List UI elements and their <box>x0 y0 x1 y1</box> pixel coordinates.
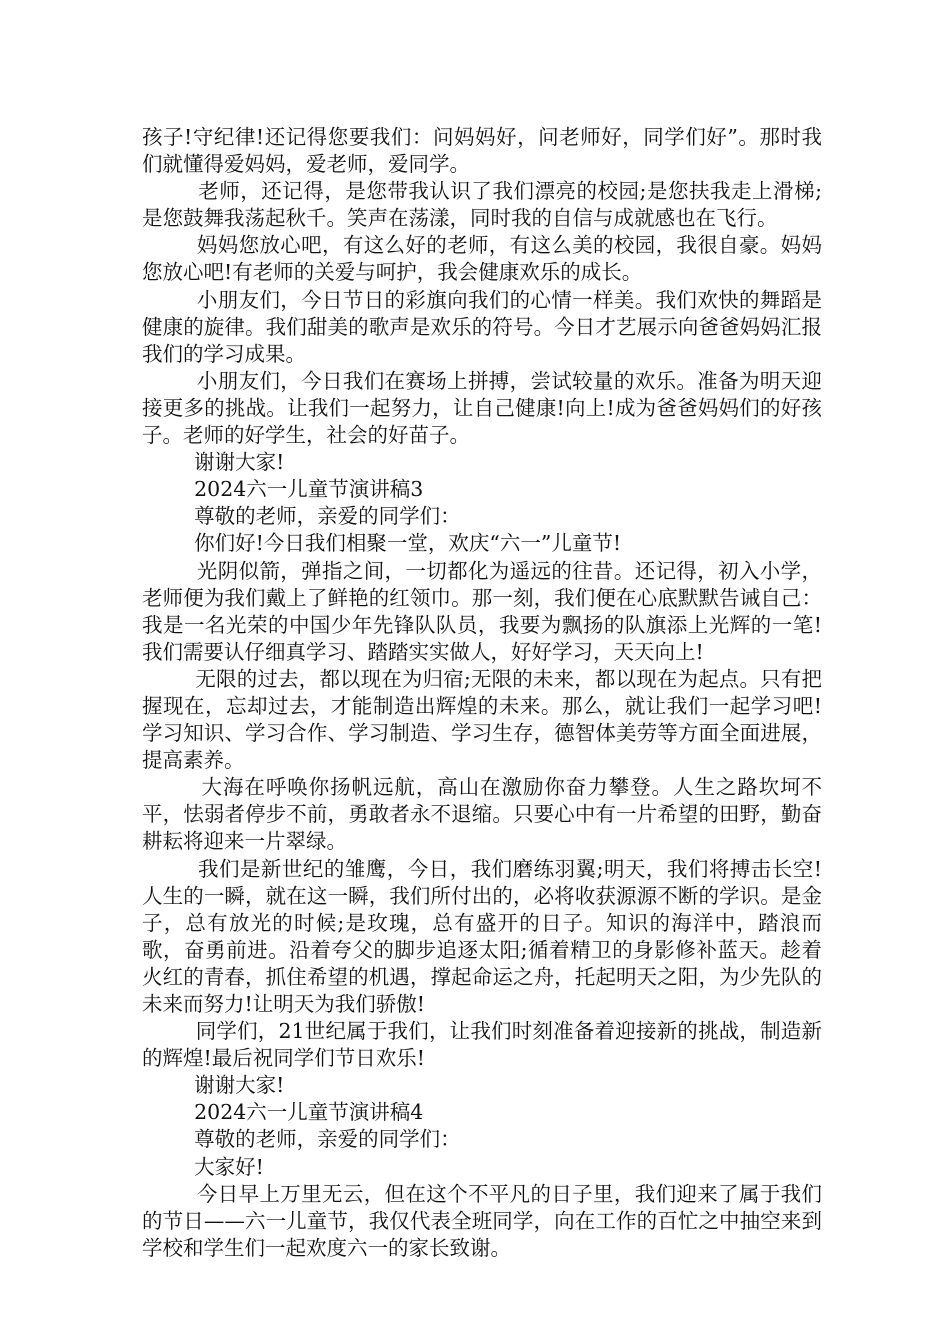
paragraph: 妈妈您放心吧，有这么好的老师，有这么美的校园，我很自豪。妈妈您放心吧!有老师的关爱与呵护，我会健康欢乐的成长。 <box>142 233 822 285</box>
paragraph: 大海在呼唤你扬帆远航，高山在激励你奋力攀登。人生之路坎坷不平，怯弱者停步不前，勇敢者永不退缩。只要心中有一片希望的田野，勤奋耕耘将迎来一片翠绿。 <box>142 775 822 854</box>
paragraph: 小朋友们，今日我们在赛场上拼搏，尝试较量的欢乐。准备为明天迎接更多的挑战。让我们一起努力，让自己健康!向上!成为爸爸妈妈们的好孩子。老师的好学生，社会的好苗子。 <box>142 368 822 448</box>
salutation: 尊敬的老师，亲爱的同学们： <box>142 504 461 529</box>
paragraph: 我们是新世纪的雏鹰，今日，我们磨练羽翼;明天，我们将搏击长空!人生的一瞬，就在这一瞬，我们所付出的，必将收获源源不断的学识。是金子，总有放光的时候;是玫瑰，总有盛开的日子。知识的海洋中，踏浪而歌，奋勇前进。沿着夸父的脚步追逐太阳;循着精卫的身影修补蓝天。趁着火红的青春，抓住希望的机遇，撑起命运之舟，托起明天之阳，为少先队的未来而努力!让明天为我们骄傲! <box>142 856 822 1016</box>
paragraph: 无限的过去，都以现在为归宿;无限的未来，都以现在为起点。只有把握现在，忘却过去，才能制造出辉煌的未来。那么，就让我们一起学习吧!学习知识、学习合作、学习制造、学习生存，德智体美劳等方面全面进展，提高素养。 <box>142 666 822 773</box>
salutation: 尊敬的老师，亲爱的同学们： <box>142 1127 461 1152</box>
paragraph: 老师，还记得，是您带我认识了我们漂亮的校园;是您扶我走上滑梯;是您鼓舞我荡起秋千。笑声在荡漾，同时我的自信与成就感也在飞行。 <box>142 179 822 231</box>
paragraph: 小朋友们，今日节日的彩旗向我们的心情一样美。我们欢快的舞蹈是健康的旋律。我们甜美的歌声是欢乐的符号。今日才艺展示向爸爸妈妈汇报我们的学习成果。 <box>142 287 822 366</box>
greeting: 你们好!今日我们相聚一堂，欢庆“六一”儿童节! <box>142 531 622 556</box>
closing-line: 谢谢大家! <box>142 1073 285 1098</box>
section-heading: 2024六一儿童节演讲稿3 <box>142 477 424 502</box>
paragraph: 光阴似箭，弹指之间，一切都化为遥远的往昔。还记得，初入小学，老师便为我们戴上了鲜艳的红领巾。那一刻，我们便在心底默默告诫自己：我是一名光荣的中国少年先锋队队员，我要为飘扬的队旗添上光辉的一笔!我们需要认仔细真学习、踏踏实实做人，好好学习，天天向上! <box>142 558 822 664</box>
paragraph: 孩子!守纪律!还记得您要我们：问妈妈好，问老师好，同学们好”。那时我们就懂得爱妈妈，爱老师，爱同学。 <box>142 125 822 177</box>
closing-line: 谢谢大家! <box>142 450 285 475</box>
greeting: 大家好! <box>142 1154 264 1179</box>
section-heading: 2024六一儿童节演讲稿4 <box>142 1100 424 1125</box>
paragraph: 今日早上万里无云，但在这个不平凡的日子里，我们迎来了属于我们的节日——六一儿童节，我仅代表全班同学，向在工作的百忙之中抽空来到学校和学生们一起欢度六一的家长致谢。 <box>142 1181 822 1260</box>
document-body <box>142 124 822 1262</box>
paragraph: 同学们，21世纪属于我们，让我们时刻准备着迎接新的挑战，制造新的辉煌!最后祝同学们节日欢乐! <box>142 1019 822 1071</box>
